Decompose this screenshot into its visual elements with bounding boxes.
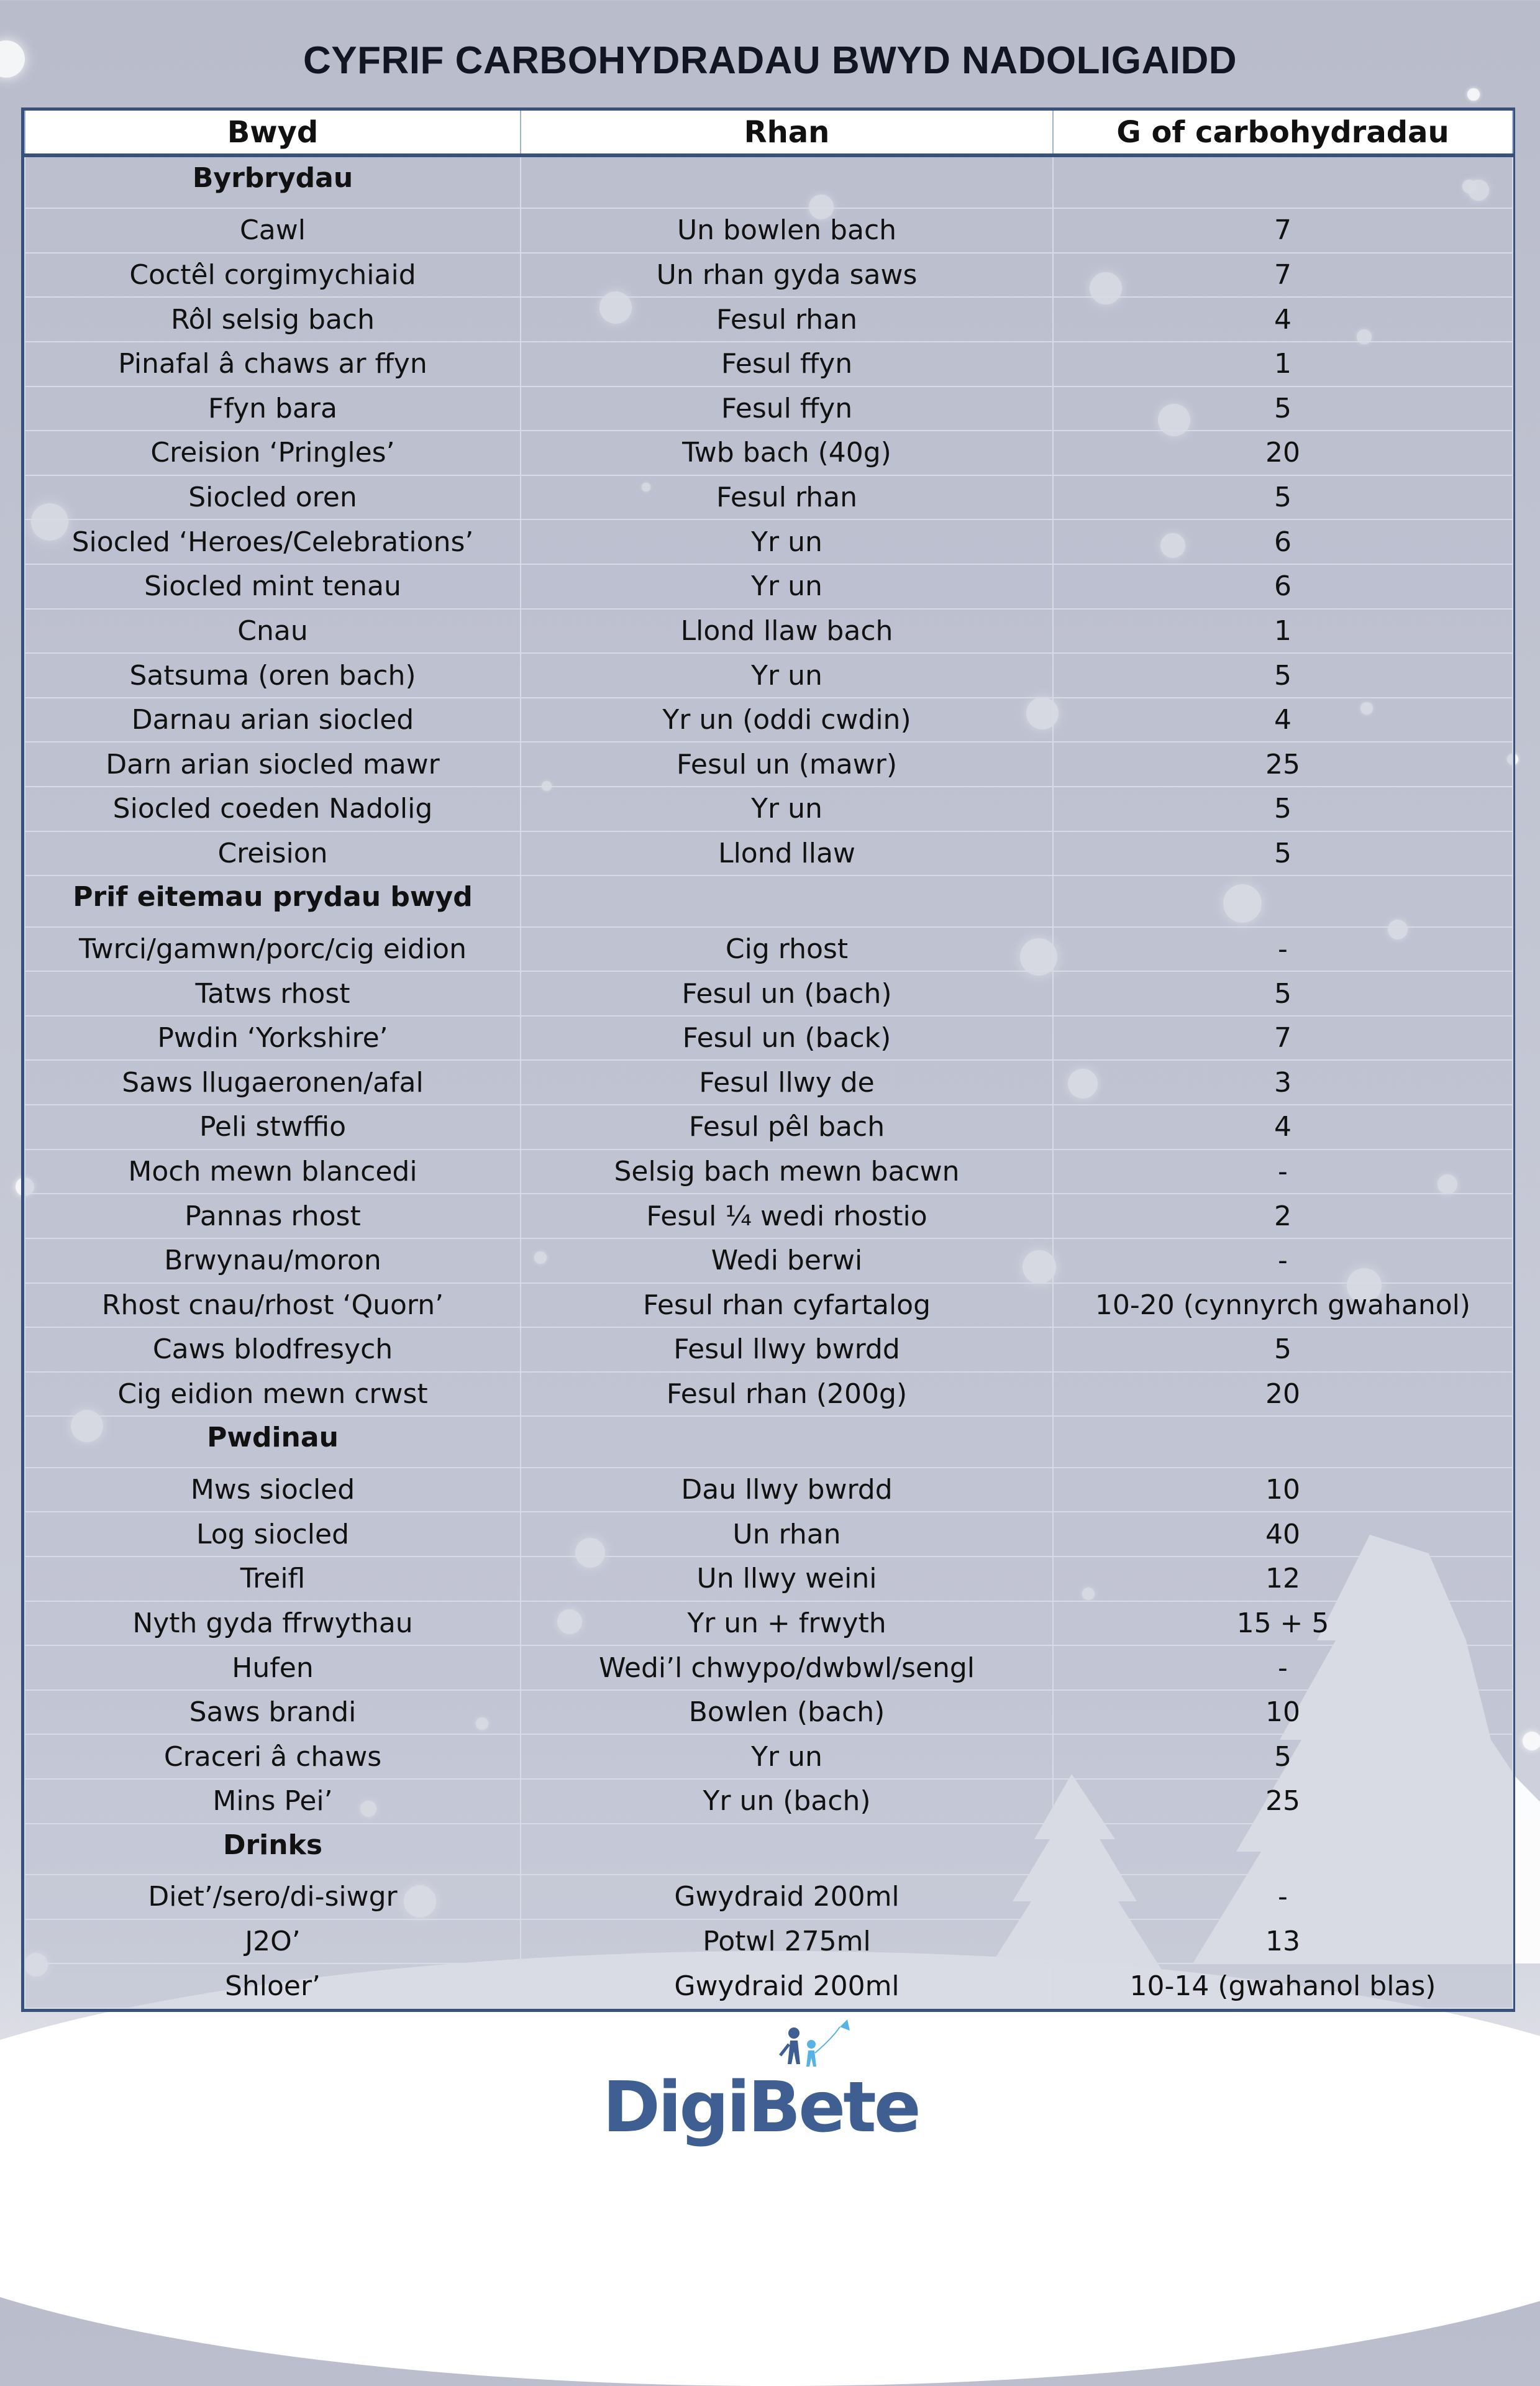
food-cell: Pinafal â chaws ar ffyn bbox=[25, 342, 521, 386]
column-header-food: Bwyd bbox=[25, 111, 521, 155]
carbs-cell: - bbox=[1053, 1238, 1513, 1283]
table-row bbox=[25, 1601, 1513, 1646]
table-row bbox=[25, 1283, 1513, 1328]
carbs-cell: 6 bbox=[1053, 519, 1513, 564]
food-cell: Tatws rhost bbox=[25, 971, 521, 1016]
carbs-cell: 5 bbox=[1053, 1734, 1513, 1779]
portion-cell: Fesul ¼ wedi rhostio bbox=[521, 1194, 1053, 1238]
food-cell: Creision bbox=[25, 831, 521, 876]
food-cell: Cig eidion mewn crwst bbox=[25, 1372, 521, 1417]
carbs-cell: 10 bbox=[1053, 1690, 1513, 1735]
portion-cell: Fesul llwy bwrdd bbox=[521, 1327, 1053, 1372]
portion-cell: Yr un bbox=[521, 787, 1053, 831]
portion-cell: Fesul rhan bbox=[521, 475, 1053, 520]
section-heading: Drinks bbox=[25, 1824, 521, 1875]
table-row bbox=[25, 342, 1513, 386]
carbs-cell: 20 bbox=[1053, 431, 1513, 475]
portion-cell: Yr un (bach) bbox=[521, 1779, 1053, 1824]
table-row bbox=[25, 297, 1513, 342]
table-row bbox=[25, 475, 1513, 520]
table-row bbox=[25, 1690, 1513, 1735]
food-cell: Diet’/sero/di-siwgr bbox=[25, 1875, 521, 1919]
table-row bbox=[25, 1963, 1513, 2008]
table-row bbox=[25, 1556, 1513, 1601]
table-row bbox=[25, 927, 1513, 972]
table-section-row bbox=[25, 875, 1513, 926]
portion-cell: Yr un bbox=[521, 519, 1053, 564]
food-cell: Saws llugaeronen/afal bbox=[25, 1060, 521, 1105]
carbs-cell: 3 bbox=[1053, 1060, 1513, 1105]
table-row bbox=[25, 1016, 1513, 1061]
table-header-row bbox=[25, 111, 1513, 155]
carbs-cell: 40 bbox=[1053, 1512, 1513, 1556]
carbs-cell: 4 bbox=[1053, 1105, 1513, 1150]
portion-cell: Llond llaw bbox=[521, 831, 1053, 876]
table-row bbox=[25, 609, 1513, 654]
table-row bbox=[25, 1060, 1513, 1105]
table-row bbox=[25, 1372, 1513, 1417]
food-cell: Siocled mint tenau bbox=[25, 564, 521, 609]
kite-family-icon bbox=[780, 2019, 850, 2067]
portion-cell: Potwl 275ml bbox=[521, 1919, 1053, 1964]
table-row bbox=[25, 386, 1513, 431]
section-heading: Prif eitemau prydau bwyd bbox=[25, 875, 521, 926]
portion-cell: Fesul rhan (200g) bbox=[521, 1372, 1053, 1417]
portion-cell: Yr un bbox=[521, 1734, 1053, 1779]
carbs-cell: 5 bbox=[1053, 1327, 1513, 1372]
table-row bbox=[25, 653, 1513, 698]
food-cell: Satsuma (oren bach) bbox=[25, 653, 521, 698]
food-cell: Creision ‘Pringles’ bbox=[25, 431, 521, 475]
food-cell: Treifl bbox=[25, 1556, 521, 1601]
portion-cell: Fesul ffyn bbox=[521, 386, 1053, 431]
empty-cell bbox=[1053, 1416, 1513, 1467]
carbs-cell: 4 bbox=[1053, 698, 1513, 743]
carbs-cell: 6 bbox=[1053, 564, 1513, 609]
carbs-cell: 25 bbox=[1053, 742, 1513, 787]
table-row bbox=[25, 787, 1513, 831]
digibete-logo bbox=[596, 2013, 944, 2156]
carbs-cell: 5 bbox=[1053, 386, 1513, 431]
portion-cell: Llond llaw bach bbox=[521, 609, 1053, 654]
carbs-cell: 25 bbox=[1053, 1779, 1513, 1824]
portion-cell: Fesul rhan cyfartalog bbox=[521, 1283, 1053, 1328]
table-row bbox=[25, 971, 1513, 1016]
carbs-cell: 5 bbox=[1053, 831, 1513, 876]
portion-cell: Fesul llwy de bbox=[521, 1060, 1053, 1105]
empty-cell bbox=[521, 875, 1053, 926]
carbs-cell: 20 bbox=[1053, 1372, 1513, 1417]
empty-cell bbox=[1053, 875, 1513, 926]
food-cell: Darn arian siocled mawr bbox=[25, 742, 521, 787]
portion-cell: Cig rhost bbox=[521, 927, 1053, 972]
portion-cell: Wedi’l chwypo/dwbwl/sengl bbox=[521, 1645, 1053, 1690]
food-cell: Rôl selsig bach bbox=[25, 297, 521, 342]
carbs-cell: 10-14 (gwahanol blas) bbox=[1053, 1963, 1513, 2008]
portion-cell: Gwydraid 200ml bbox=[521, 1963, 1053, 2008]
table-row bbox=[25, 1105, 1513, 1150]
page-title: CYFRIF CARBOHYDRADAU BWYD NADOLIGAIDD bbox=[303, 39, 1237, 82]
table-row bbox=[25, 1238, 1513, 1283]
table-row bbox=[25, 1468, 1513, 1512]
table-row bbox=[25, 1919, 1513, 1964]
snowflake bbox=[1523, 1732, 1540, 1750]
carbs-cell: 5 bbox=[1053, 653, 1513, 698]
carbs-cell: 10 bbox=[1053, 1468, 1513, 1512]
portion-cell: Fesul rhan bbox=[521, 297, 1053, 342]
food-cell: Hufen bbox=[25, 1645, 521, 1690]
food-cell: Coctêl corgimychiaid bbox=[25, 253, 521, 298]
food-cell: Brwynau/moron bbox=[25, 1238, 521, 1283]
portion-cell: Fesul un (bach) bbox=[521, 971, 1053, 1016]
portion-cell: Yr un bbox=[521, 653, 1053, 698]
carbs-cell: 1 bbox=[1053, 609, 1513, 654]
table-row bbox=[25, 519, 1513, 564]
section-heading: Pwdinau bbox=[25, 1416, 521, 1467]
portion-cell: Yr un + frwyth bbox=[521, 1601, 1053, 1646]
food-cell: J2O’ bbox=[25, 1919, 521, 1964]
table-row bbox=[25, 253, 1513, 298]
portion-cell: Un rhan gyda saws bbox=[521, 253, 1053, 298]
table-row bbox=[25, 1734, 1513, 1779]
carbs-cell: - bbox=[1053, 1150, 1513, 1194]
carbs-cell: 7 bbox=[1053, 1016, 1513, 1061]
table-row bbox=[25, 1327, 1513, 1372]
empty-cell bbox=[521, 155, 1053, 208]
food-cell: Ffyn bara bbox=[25, 386, 521, 431]
food-cell: Siocled ‘Heroes/Celebrations’ bbox=[25, 519, 521, 564]
food-cell: Cawl bbox=[25, 208, 521, 253]
food-cell: Pwdin ‘Yorkshire’ bbox=[25, 1016, 521, 1061]
table-section-row bbox=[25, 1416, 1513, 1467]
table-row bbox=[25, 1875, 1513, 1919]
table-row bbox=[25, 564, 1513, 609]
table-row bbox=[25, 698, 1513, 743]
food-cell: Siocled oren bbox=[25, 475, 521, 520]
food-cell: Cnau bbox=[25, 609, 521, 654]
carbs-cell: 7 bbox=[1053, 253, 1513, 298]
food-cell: Moch mewn blancedi bbox=[25, 1150, 521, 1194]
table-row bbox=[25, 1194, 1513, 1238]
table-body bbox=[25, 155, 1513, 2008]
food-cell: Pannas rhost bbox=[25, 1194, 521, 1238]
carbs-cell: - bbox=[1053, 927, 1513, 972]
portion-cell: Twb bach (40g) bbox=[521, 431, 1053, 475]
food-cell: Darnau arian siocled bbox=[25, 698, 521, 743]
portion-cell: Fesul un (mawr) bbox=[521, 742, 1053, 787]
table-row bbox=[25, 1645, 1513, 1690]
portion-cell: Fesul un (back) bbox=[521, 1016, 1053, 1061]
table-row bbox=[25, 1779, 1513, 1824]
table-row bbox=[25, 208, 1513, 253]
portion-cell: Fesul ffyn bbox=[521, 342, 1053, 386]
table-row bbox=[25, 431, 1513, 475]
portion-cell: Un llwy weini bbox=[521, 1556, 1053, 1601]
carbs-cell: - bbox=[1053, 1645, 1513, 1690]
carbs-cell: 13 bbox=[1053, 1919, 1513, 1964]
portion-cell: Selsig bach mewn bacwn bbox=[521, 1150, 1053, 1194]
carbs-cell: - bbox=[1053, 1875, 1513, 1919]
empty-cell bbox=[1053, 155, 1513, 208]
food-cell: Saws brandi bbox=[25, 1690, 521, 1735]
portion-cell: Un bowlen bach bbox=[521, 208, 1053, 253]
portion-cell: Bowlen (bach) bbox=[521, 1690, 1053, 1735]
carbs-cell: 5 bbox=[1053, 971, 1513, 1016]
carbs-cell: 15 + 5 bbox=[1053, 1601, 1513, 1646]
food-cell: Twrci/gamwn/porc/cig eidion bbox=[25, 927, 521, 972]
table-row bbox=[25, 1150, 1513, 1194]
section-heading: Byrbrydau bbox=[25, 155, 521, 208]
food-cell: Craceri â chaws bbox=[25, 1734, 521, 1779]
snowflake bbox=[1467, 88, 1480, 101]
food-cell: Nyth gyda ffrwythau bbox=[25, 1601, 521, 1646]
portion-cell: Wedi berwi bbox=[521, 1238, 1053, 1283]
food-cell: Shloer’ bbox=[25, 1963, 521, 2008]
portion-cell: Dau llwy bwrdd bbox=[521, 1468, 1053, 1512]
carbs-cell: 4 bbox=[1053, 297, 1513, 342]
carbs-cell: 5 bbox=[1053, 475, 1513, 520]
empty-cell bbox=[521, 1824, 1053, 1875]
carbs-cell: 12 bbox=[1053, 1556, 1513, 1601]
portion-cell: Gwydraid 200ml bbox=[521, 1875, 1053, 1919]
table-row bbox=[25, 1512, 1513, 1556]
food-cell: Log siocled bbox=[25, 1512, 521, 1556]
carbs-cell: 10-20 (cynnyrch gwahanol) bbox=[1053, 1283, 1513, 1328]
carb-table bbox=[24, 111, 1513, 2009]
portion-cell: Yr un bbox=[521, 564, 1053, 609]
logo-text: DigiBete bbox=[603, 2067, 919, 2148]
column-header-carbs: G of carbohydradau bbox=[1053, 111, 1513, 155]
food-cell: Caws blodfresych bbox=[25, 1327, 521, 1372]
food-cell: Peli stwffio bbox=[25, 1105, 521, 1150]
carbs-cell: 1 bbox=[1053, 342, 1513, 386]
table-row bbox=[25, 742, 1513, 787]
table-section-row bbox=[25, 1824, 1513, 1875]
portion-cell: Fesul pêl bach bbox=[521, 1105, 1053, 1150]
empty-cell bbox=[521, 1416, 1053, 1467]
carbs-cell: 5 bbox=[1053, 787, 1513, 831]
portion-cell: Yr un (oddi cwdin) bbox=[521, 698, 1053, 743]
carbs-cell: 7 bbox=[1053, 208, 1513, 253]
food-cell: Rhost cnau/rhost ‘Quorn’ bbox=[25, 1283, 521, 1328]
food-cell: Mws siocled bbox=[25, 1468, 521, 1512]
food-cell: Mins Pei’ bbox=[25, 1779, 521, 1824]
table-row bbox=[25, 831, 1513, 876]
carbs-cell: 2 bbox=[1053, 1194, 1513, 1238]
table-section-row bbox=[25, 155, 1513, 208]
carb-table-frame bbox=[21, 107, 1515, 2012]
food-cell: Siocled coeden Nadolig bbox=[25, 787, 521, 831]
portion-cell: Un rhan bbox=[521, 1512, 1053, 1556]
column-header-portion: Rhan bbox=[521, 111, 1053, 155]
empty-cell bbox=[1053, 1824, 1513, 1875]
